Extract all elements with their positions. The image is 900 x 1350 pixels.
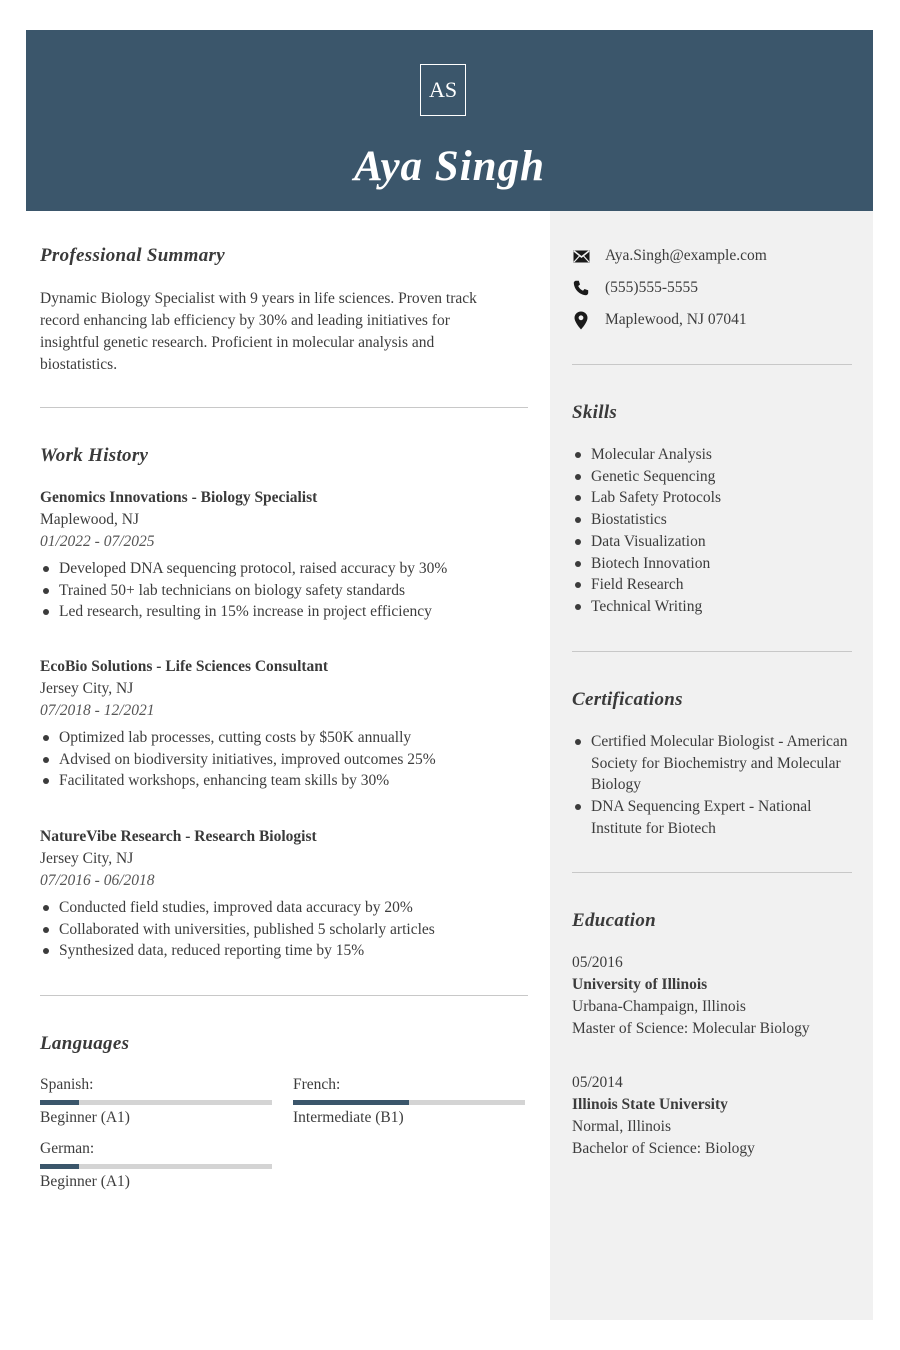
job-bullet: Optimized lab processes, cutting costs by $50K annually <box>40 727 520 749</box>
education-degree: Master of Science: Molecular Biology <box>572 1020 810 1037</box>
divider <box>40 995 528 996</box>
job-dates: 07/2018 - 12/2021 <box>40 702 155 719</box>
work-history-title: Work History <box>40 445 149 466</box>
job-entry <box>40 656 520 792</box>
job-bullet: Developed DNA sequencing protocol, raised accuracy by 30% <box>40 558 520 580</box>
job-bullet: Advised on biodiversity initiatives, improved outcomes 25% <box>40 749 520 771</box>
language-proficiency-bar <box>40 1100 272 1105</box>
certification-item: DNA Sequencing Expert - National Institute for Biotech <box>572 796 852 839</box>
languages-title: Languages <box>40 1033 130 1054</box>
education-title: Education <box>572 910 656 931</box>
monogram: AS <box>420 64 466 116</box>
divider <box>40 407 528 408</box>
summary-title: Professional Summary <box>40 245 225 266</box>
job-bullets <box>40 558 520 623</box>
education-date: 05/2016 <box>572 954 623 971</box>
divider <box>572 364 852 365</box>
contact-address <box>572 309 747 331</box>
certifications-list <box>572 731 852 840</box>
contact-email <box>572 245 767 267</box>
language-level: Beginner (A1) <box>40 1173 130 1190</box>
job-location: Jersey City, NJ <box>40 680 134 697</box>
summary-text: Dynamic Biology Specialist with 9 years in life sciences. Proven track record enhancing lab efficiency by 30% and leading initiatives for insightful genetic research. Proficient in molecular analysis and biostatistics. <box>40 290 477 373</box>
job-title: EcoBio Solutions - Life Sciences Consultant <box>40 658 329 675</box>
job-bullet: Led research, resulting in 15% increase in project efficiency <box>40 601 520 623</box>
certifications-title: Certifications <box>572 689 683 710</box>
resume-header <box>26 30 873 211</box>
education-school: Illinois State University <box>572 1096 728 1113</box>
skill-item: Molecular Analysis <box>572 444 852 466</box>
language-level: Intermediate (B1) <box>293 1109 404 1126</box>
job-bullets <box>40 897 520 962</box>
skill-item: Biotech Innovation <box>572 553 852 575</box>
skill-item: Field Research <box>572 574 852 596</box>
job-entry <box>40 487 520 623</box>
education-date: 05/2014 <box>572 1074 623 1091</box>
divider <box>572 872 852 873</box>
job-entry <box>40 826 520 962</box>
address-text: Maplewood, NJ 07041 <box>605 311 747 328</box>
education-entry <box>572 1072 852 1160</box>
job-location: Maplewood, NJ <box>40 511 140 528</box>
email-text: Aya.Singh@example.com <box>605 247 767 264</box>
skills-list <box>572 444 852 618</box>
education-entry <box>572 952 852 1040</box>
language-proficiency-bar <box>293 1100 525 1105</box>
skill-item: Lab Safety Protocols <box>572 487 852 509</box>
skills-title: Skills <box>572 402 618 423</box>
certification-item: Certified Molecular Biologist - American Society for Biochemistry and Molecular Biology <box>572 731 852 796</box>
job-bullet: Conducted field studies, improved data accuracy by 20% <box>40 897 520 919</box>
contact-phone <box>572 277 698 299</box>
education-location: Normal, Illinois <box>572 1118 672 1135</box>
phone-icon <box>572 279 590 297</box>
language-proficiency-fill <box>293 1100 409 1105</box>
skill-item: Technical Writing <box>572 596 852 618</box>
skill-item: Genetic Sequencing <box>572 466 852 488</box>
job-bullet: Facilitated workshops, enhancing team skills by 30% <box>40 770 520 792</box>
skill-item: Data Visualization <box>572 531 852 553</box>
job-dates: 07/2016 - 06/2018 <box>40 872 155 889</box>
location-pin-icon <box>572 311 590 329</box>
job-bullet: Synthesized data, reduced reporting time by 15% <box>40 940 520 962</box>
envelope-icon <box>572 247 590 265</box>
language-proficiency-fill <box>40 1100 79 1105</box>
phone-text: (555)555-5555 <box>605 279 698 296</box>
education-degree: Bachelor of Science: Biology <box>572 1140 755 1157</box>
job-bullet: Collaborated with universities, published 5 scholarly articles <box>40 919 520 941</box>
language-proficiency-fill <box>40 1164 79 1169</box>
job-bullets <box>40 727 520 792</box>
job-dates: 01/2022 - 07/2025 <box>40 533 155 550</box>
language-proficiency-bar <box>40 1164 272 1169</box>
job-location: Jersey City, NJ <box>40 850 134 867</box>
divider <box>572 651 852 652</box>
language-level: Beginner (A1) <box>40 1109 130 1126</box>
education-location: Urbana-Champaign, Illinois <box>572 998 746 1015</box>
job-title: Genomics Innovations - Biology Specialist <box>40 489 318 506</box>
candidate-name: Aya Singh <box>353 143 545 190</box>
language-name: Spanish: <box>40 1076 94 1093</box>
language-name: French: <box>293 1076 341 1093</box>
education-school: University of Illinois <box>572 976 708 993</box>
skill-item: Biostatistics <box>572 509 852 531</box>
job-title: NatureVibe Research - Research Biologist <box>40 828 317 845</box>
job-bullet: Trained 50+ lab technicians on biology safety standards <box>40 580 520 602</box>
language-name: German: <box>40 1140 95 1157</box>
